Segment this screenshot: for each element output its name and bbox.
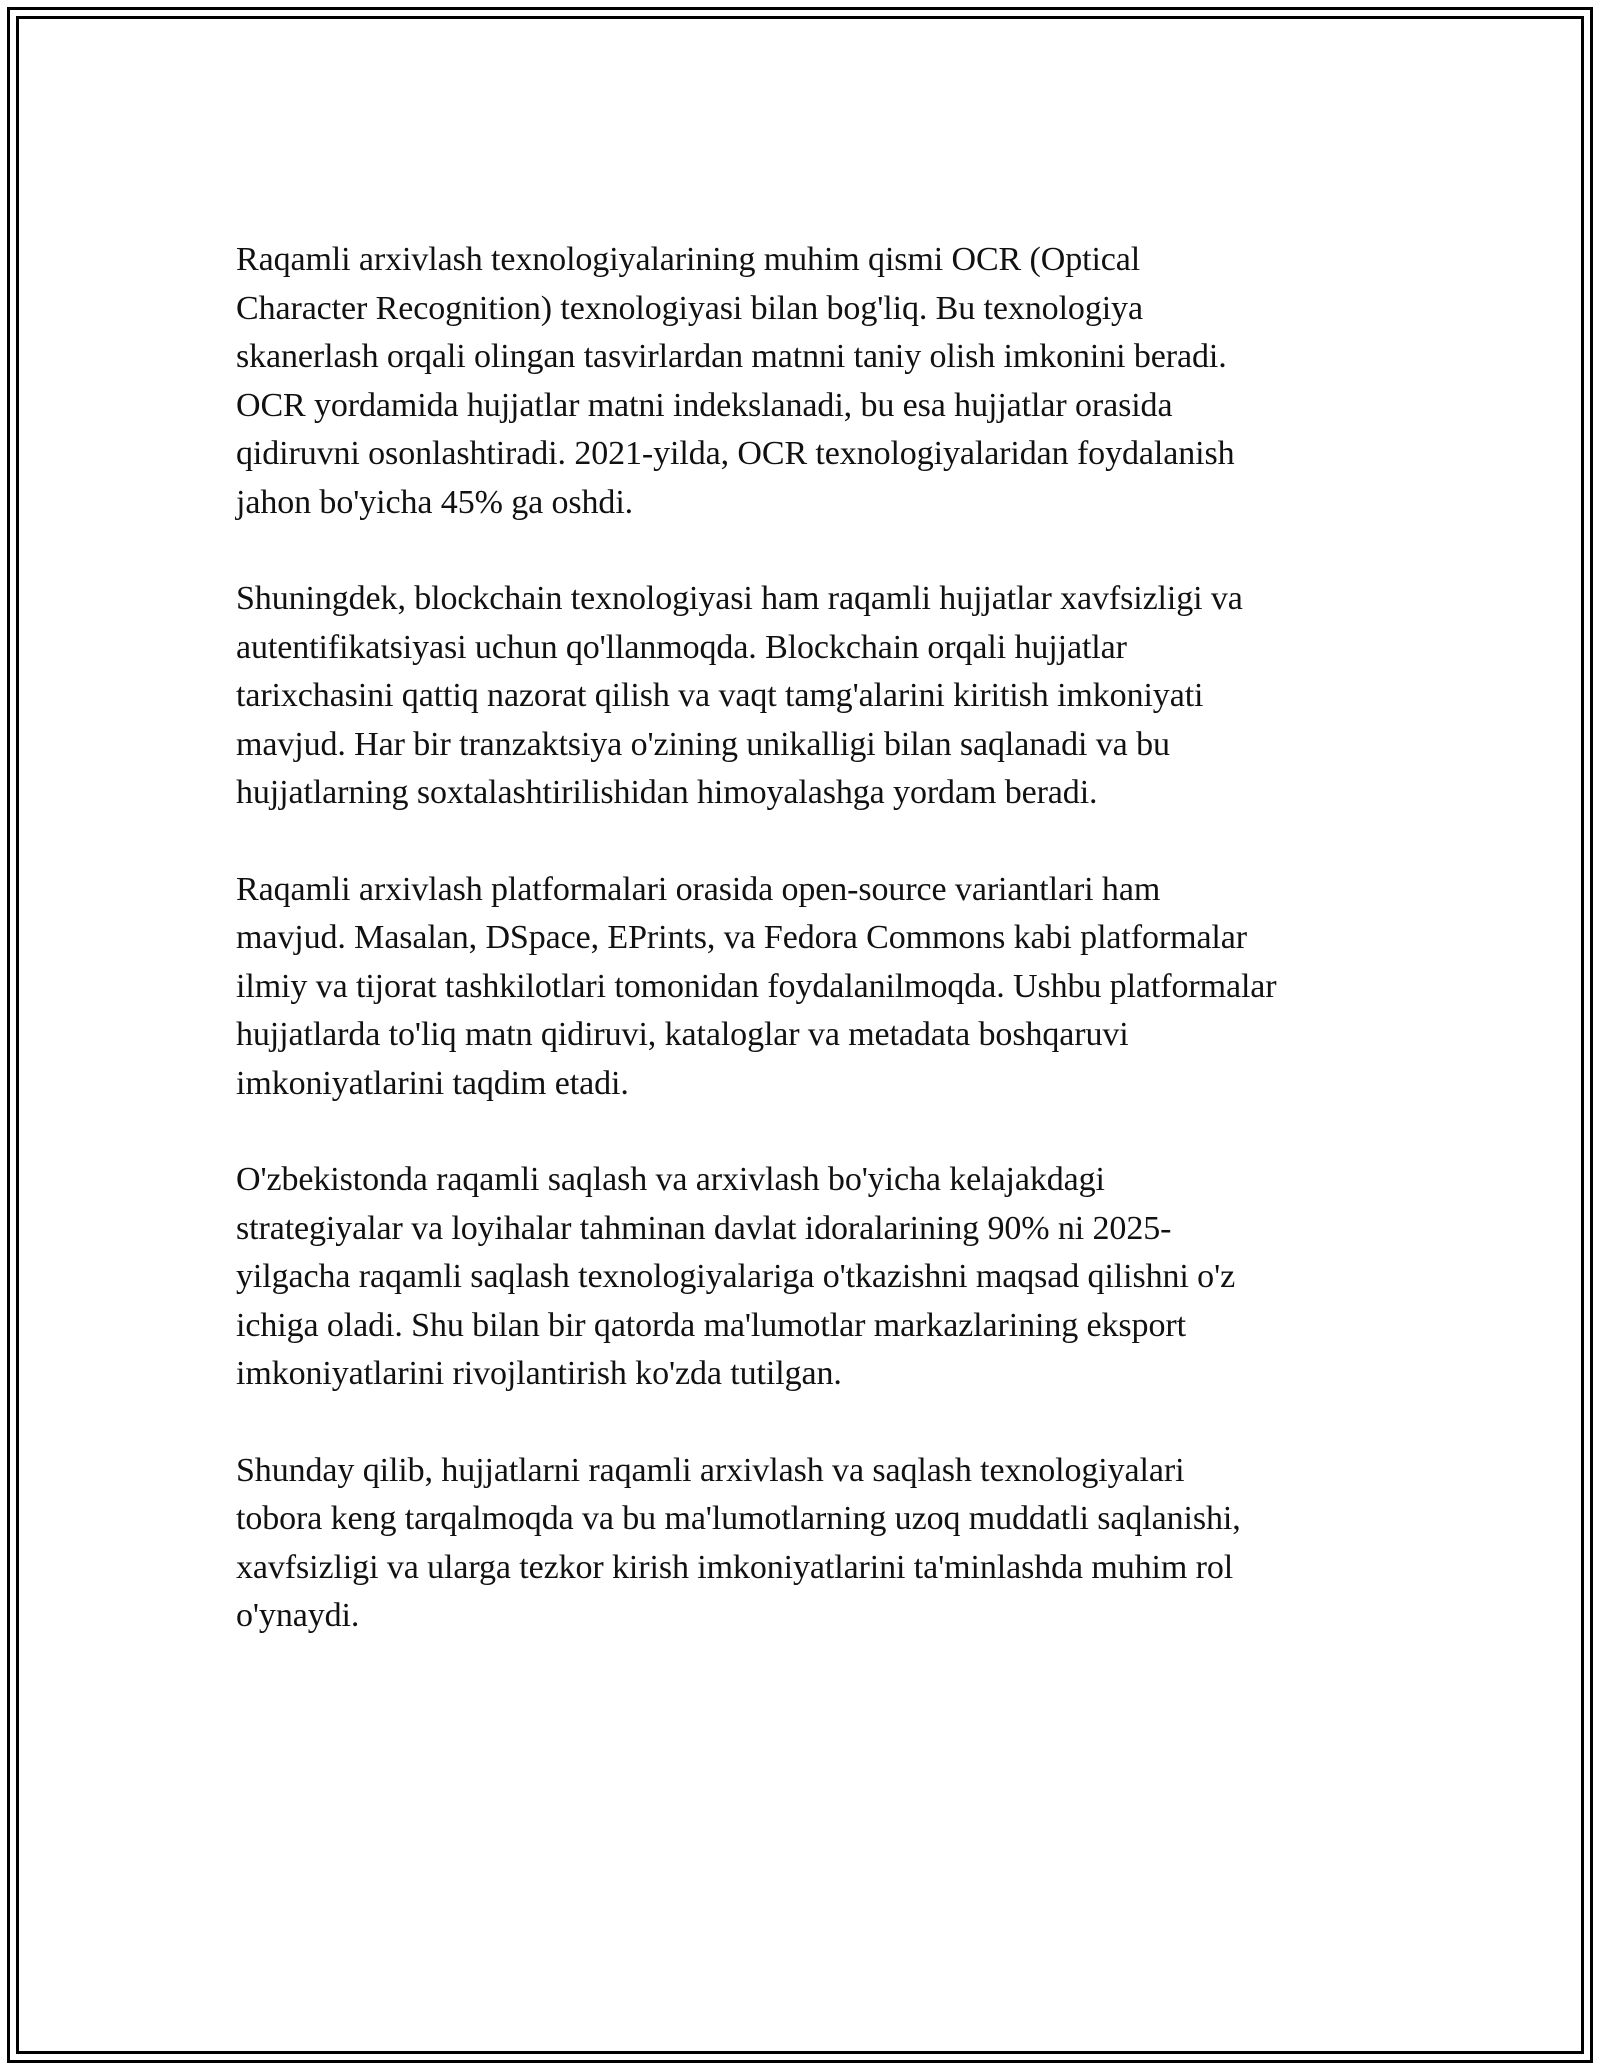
paragraph-uzbekistan [236, 1156, 1376, 1399]
text-line: Raqamli arxivlash platformalari orasida open-source variantlari ham [236, 870, 1161, 908]
paragraph-conclusion [236, 1447, 1376, 1641]
text-line: Character Recognition) texnologiyasi bilan bog'liq. Bu texnologiya [236, 289, 1143, 327]
text-line: yilgacha raqamli saqlash texnologiyalariga o'tkazishni maqsad qilishni o'z [236, 1258, 1236, 1295]
text-line: o'ynaydi. [236, 1597, 360, 1634]
paragraph-open-source [236, 866, 1376, 1109]
text-line: imkoniyatlarini taqdim etadi. [236, 1064, 629, 1102]
text-line: strategiyalar va loyihalar tahminan davlat idoralarining 90% ni 2025- [236, 1209, 1172, 1247]
text-line: imkoniyatlarini rivojlantirish ko'zda tutilgan. [236, 1355, 842, 1392]
text-line: Shuningdek, blockchain texnologiyasi ham raqamli hujjatlar xavfsizligi va [236, 580, 1243, 617]
text-line: hujjatlarning soxtalashtirilishidan himoyalashga yordam beradi. [236, 774, 1098, 811]
paragraph-blockchain [236, 575, 1376, 818]
text-line: tarixchasini qattiq nazorat qilish va vaqt tamg'alarini kiritish imkoniyati [236, 677, 1204, 714]
text-line: hujjatlarda to'liq matn qidiruvi, kataloglar va metadata boshqaruvi [236, 1016, 1129, 1053]
text-line: skanerlash orqali olingan tasvirlardan matnni taniy olish imkonini beradi. [236, 338, 1227, 375]
text-line: Shunday qilib, hujjatlarni raqamli arxivlash va saqlash texnologiyalari [236, 1451, 1185, 1489]
text-line: autentifikatsiyasi uchun qo'llanmoqda. Blockchain orqali hujjatlar [236, 628, 1127, 666]
document-body [236, 236, 1376, 1689]
text-line: Raqamli arxivlash texnologiyalarining muhim qismi OCR (Optical [236, 241, 1141, 278]
text-line: ilmiy va tijorat tashkilotlari tomonidan foydalanilmoqda. Ushbu platformalar [236, 967, 1277, 1005]
text-line: ichiga oladi. Shu bilan bir qatorda ma'lumotlar markazlarining eksport [236, 1306, 1186, 1344]
text-line: jahon bo'yicha 45% ga oshdi. [236, 483, 634, 521]
paragraph-ocr [236, 236, 1376, 527]
text-line: OCR yordamida hujjatlar matni indekslanadi, bu esa hujjatlar orasida [236, 386, 1173, 424]
text-line: xavfsizligi va ularga tezkor kirish imkoniyatlarini ta'minlashda muhim rol [236, 1548, 1234, 1586]
text-line: O'zbekistonda raqamli saqlash va arxivlash bo'yicha kelajakdagi [236, 1161, 1105, 1198]
text-line: mavjud. Har bir tranzaktsiya o'zining unikalligi bilan saqlanadi va bu [236, 725, 1170, 763]
text-line: mavjud. Masalan, DSpace, EPrints, va Fedora Commons kabi platformalar [236, 919, 1247, 956]
text-line: qidiruvni osonlashtiradi. 2021-yilda, OCR texnologiyalaridan foydalanish [236, 435, 1235, 472]
text-line: tobora keng tarqalmoqda va bu ma'lumotlarning uzoq muddatli saqlanishi, [236, 1500, 1241, 1537]
